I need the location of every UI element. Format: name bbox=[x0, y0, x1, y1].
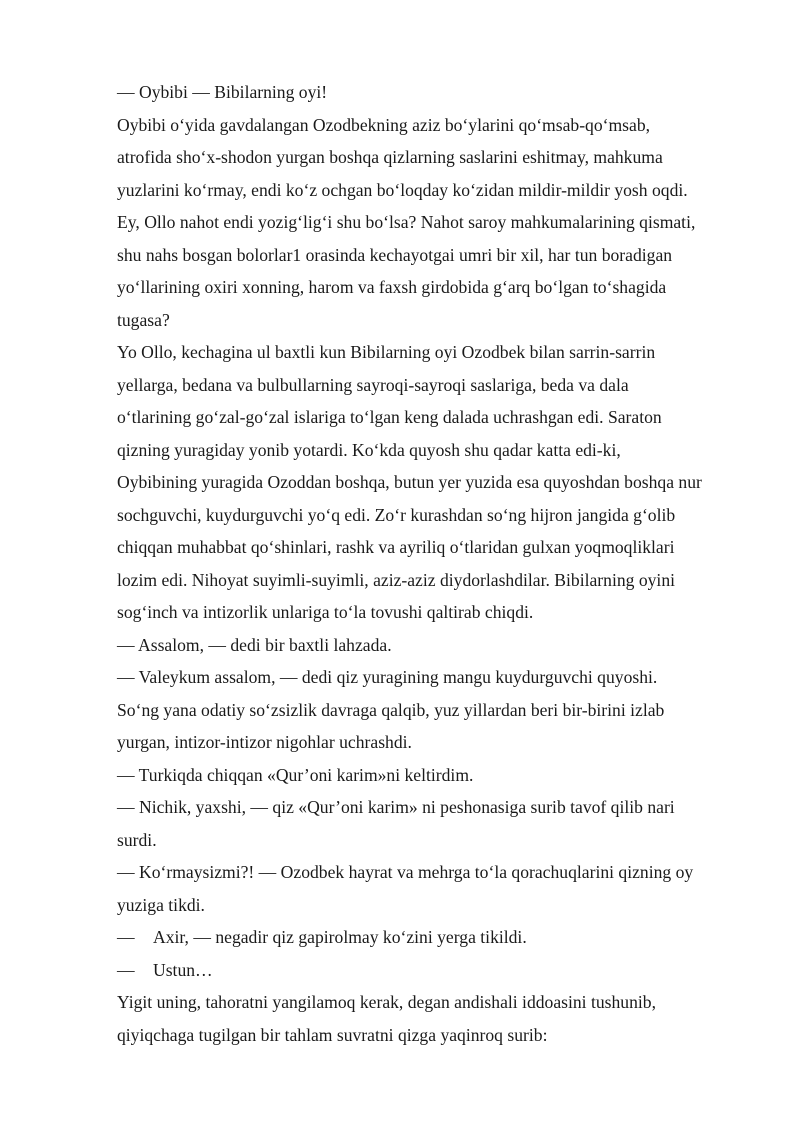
text-line: So‘ng yana odatiy so‘zsizlik davraga qalqib, yuz yillardan beri bir-birini izlab bbox=[117, 699, 665, 720]
text-line: Ey, Ollo nahot endi yozig‘lig‘i shu bo‘lsa? Nahot saroy mahkumalarining qismati, bbox=[117, 212, 696, 232]
text-line: Oybibi o‘yida gavdalangan Ozodbekning aziz bo‘ylarini qo‘msab-qo‘msab, bbox=[117, 114, 651, 135]
text-line: — Oybibi — Bibilarning oyi! bbox=[117, 82, 328, 102]
text-line: yurgan, intizor-intizor nigohlar uchrashdi. bbox=[117, 732, 412, 752]
dash-mark: — bbox=[117, 927, 135, 947]
text-line: yellarga, bedana va bulbullarning sayroqi-sayroqi saslariga, beda va dala bbox=[117, 374, 629, 395]
text-line: yuziga tikdi. bbox=[117, 894, 205, 915]
text-line: qizning yuragiday yonib yotardi. Ko‘kda quyosh shu qadar katta edi-ki, bbox=[117, 439, 621, 460]
text-line: qiyiqchaga tugilgan bir tahlam suvratni qizga yaqinroq surib: bbox=[117, 1024, 548, 1045]
dash-line bbox=[117, 921, 747, 954]
text-line: sog‘inch va intizorlik unlariga to‘la tovushi qaltirab chiqdi. bbox=[117, 602, 534, 622]
text-line: Yo Ollo, kechagina ul baxtli kun Bibilarning oyi Ozodbek bilan sarrin-sarrin bbox=[117, 342, 656, 362]
dash-mark: — bbox=[117, 959, 135, 980]
text-line: Oybibining yuragida Ozoddan boshqa, butun yer yuzida esa quyoshdan boshqa nur bbox=[117, 472, 702, 492]
document-body bbox=[117, 76, 747, 1051]
dash-line bbox=[117, 954, 747, 987]
text-line: lozim edi. Nihoyat suyimli-suyimli, aziz-aziz diydorlashdilar. Bibilarning oyini bbox=[117, 569, 676, 590]
text-line: yo‘llarining oxiri xonning, harom va faxsh girdobida g‘arq bo‘lgan to‘shagida bbox=[117, 277, 667, 297]
text-line: sochguvchi, kuydurguvchi yo‘q edi. Zo‘r kurashdan so‘ng hijron jangida g‘olib bbox=[117, 504, 676, 525]
text-line: yuzlarini ko‘rmay, endi ko‘z ochgan bo‘loqday ko‘zidan mildir-mildir yosh oqdi. bbox=[117, 179, 688, 200]
text-line: — Ko‘rmaysizmi?! — Ozodbek hayrat va mehrga to‘la qorachuqlarini qizning oy bbox=[117, 862, 694, 882]
text-line: tugasa? bbox=[117, 309, 170, 330]
dash-line-text: Axir, — negadir qiz gapirolmay ko‘zini yerga tikildi. bbox=[153, 927, 527, 947]
text-line: — Turkiqda chiqqan «Qur’oni karim»ni keltirdim. bbox=[117, 764, 474, 785]
text-line: — Assalom, — dedi bir baxtli lahzada. bbox=[117, 634, 392, 655]
text-line: — Nichik, yaxshi, — qiz «Qur’oni karim» ni peshonasiga surib tavof qilib nari bbox=[117, 797, 675, 817]
text-line: Yigit uning, tahoratni yangilamoq kerak, degan andishali iddoasini tushunib, bbox=[117, 992, 656, 1012]
dash-line-text: Ustun… bbox=[153, 959, 213, 980]
text-line: o‘tlarining go‘zal-go‘zal islariga to‘lgan keng dalada uchrashgan edi. Saraton bbox=[117, 407, 662, 427]
text-line: chiqqan muhabbat qo‘shinlari, rashk va ayriliq o‘tlaridan gulxan yoqmoqliklari bbox=[117, 537, 675, 557]
text-line: surdi. bbox=[117, 829, 157, 850]
text-line: atrofida sho‘x-shodon yurgan boshqa qizlarning saslarini eshitmay, mahkuma bbox=[117, 147, 663, 167]
text-line: — Valeykum assalom, — dedi qiz yuragining mangu kuydurguvchi quyoshi. bbox=[117, 667, 658, 687]
text-line: shu nahs bosgan bolorlar1 orasinda kechayotgai umri bir xil, har tun boradigan bbox=[117, 244, 673, 265]
